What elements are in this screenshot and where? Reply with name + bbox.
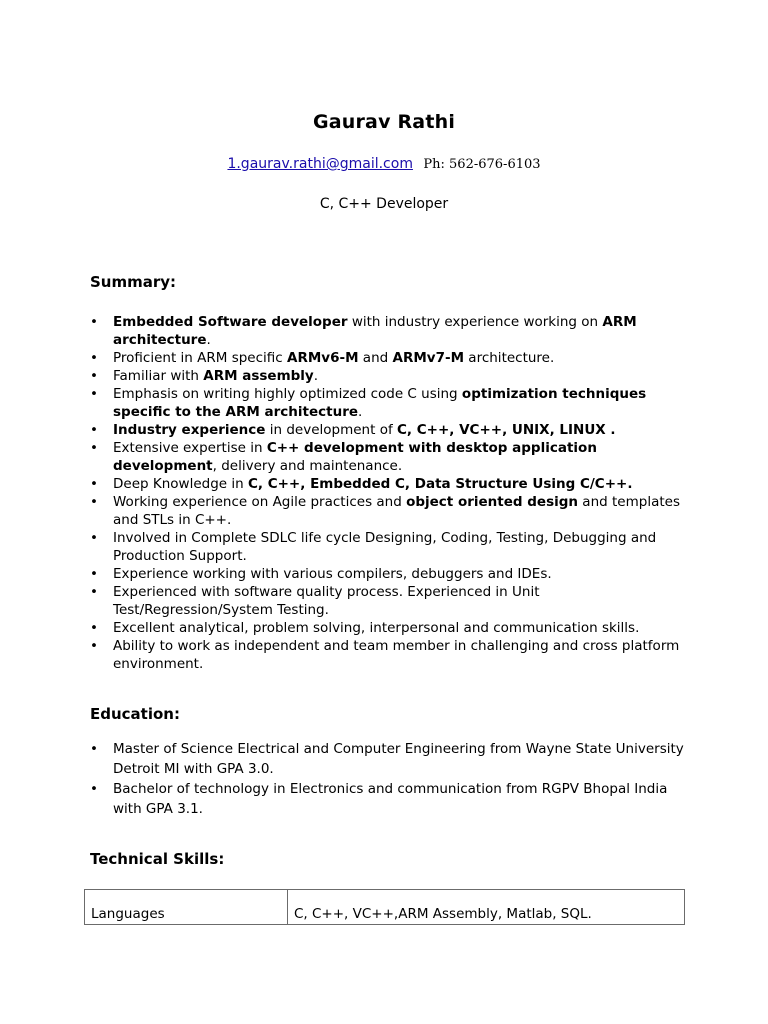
summary-item-bold-text: optimization techniques specific to the ARM architecture [113,386,647,420]
summary-list [90,313,690,673]
summary-item-bold-text: object oriented design [406,494,579,510]
summary-item-text: Proficient in ARM specific [113,350,287,366]
skill-values: C, C++, VC++,ARM Assembly, Matlab, SQL. [288,890,685,925]
email-link[interactable]: 1.gaurav.rathi@gmail.com [227,156,413,172]
summary-item-text: Ability to work as independent and team member in challenging and cross platform environment. [113,638,680,672]
summary-item [90,421,690,439]
summary-item [90,385,690,421]
job-title: C, C++ Developer [319,196,449,212]
summary-item-bold-text: C, C++, Embedded C, Data Structure Using C/C++. [247,476,633,492]
summary-item-text: Excellent analytical, problem solving, interpersonal and communication skills. [113,620,640,636]
technical-skills-table [84,889,685,925]
summary-item-text: in development of [265,422,397,438]
summary-item [90,637,690,673]
summary-item [90,313,690,349]
summary-item [90,565,690,583]
summary-item [90,439,690,475]
summary-item [90,583,690,619]
summary-item-bold-text: C++ development with desktop application development [113,440,597,474]
candidate-name: Gaurav Rathi [312,111,456,133]
technical-skills-heading: Technical Skills: [90,850,225,868]
summary-item-text: with industry experience working on [347,314,603,330]
summary-item-bold-text: ARM architecture [113,314,637,348]
summary-item [90,619,690,637]
summary-item-text: , delivery and maintenance. [212,458,403,474]
summary-heading: Summary: [90,273,177,291]
summary-item [90,367,690,385]
summary-item-text: Involved in Complete SDLC life cycle Designing, Coding, Testing, Debugging and Production Support. [113,530,657,564]
summary-item [90,529,690,565]
summary-item-text: . [206,332,211,348]
summary-item [90,475,690,493]
summary-item-bold-text: C, C++, VC++, UNIX, LINUX . [397,422,616,438]
summary-item-bold-text: Embedded Software developer [113,314,348,330]
summary-item-text: Emphasis on writing highly optimized code C using [113,386,462,402]
education-item: • Bachelor of technology in Electronics and communication from RGPV Bhopal India with GPA 3.1. [90,779,690,819]
phone-number: Ph: 562-676-6103 [423,157,541,172]
summary-item-text: and templates and STLs in C++. [113,494,680,528]
skill-category: Languages [85,890,288,925]
summary-item-text: . [358,404,363,420]
summary-item-text: . [313,368,319,384]
summary-item-text: Experience working with various compilers, debuggers and IDEs. [113,566,552,582]
summary-item-text: Extensive expertise in [113,440,267,456]
skills-row [85,890,685,925]
summary-item-bold-text: ARMv6-M [287,350,359,366]
education-list [90,739,690,819]
summary-item-text: Deep Knowledge in [113,476,248,492]
contact-line [0,156,768,172]
summary-item [90,349,690,367]
summary-item-bold-text: ARMv7-M [392,350,465,366]
summary-item-text: and [358,350,393,366]
summary-item [90,493,690,529]
summary-item-text: Experienced with software quality process. Experienced in Unit Test/Regression/System Testing. [113,584,540,618]
education-heading: Education: [90,705,180,723]
summary-item-bold-text: Industry experience [113,422,266,438]
summary-item-text: architecture. [464,350,555,366]
summary-item-bold-text: ARM assembly [203,368,314,384]
summary-item-text: Working experience on Agile practices and [113,494,407,510]
summary-item-text: Familiar with [113,368,204,384]
education-item: • Master of Science Electrical and Computer Engineering from Wayne State University Detroit MI with GPA 3.0. [90,739,690,779]
